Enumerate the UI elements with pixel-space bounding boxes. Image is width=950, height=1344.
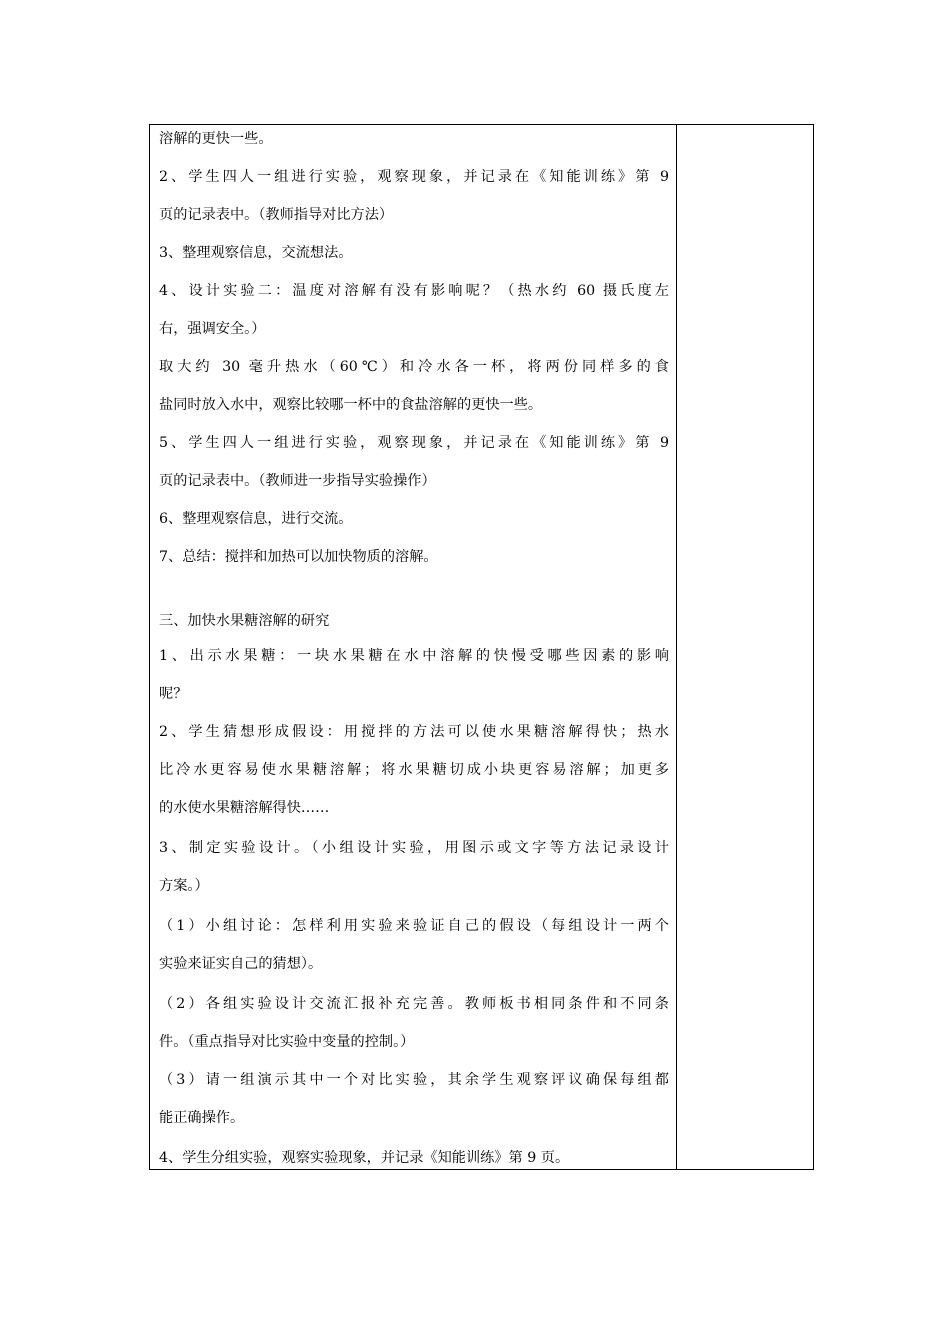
text-line: 5、学生四人一组进行实验，观察现象，并记录在《知能训练》第 9 — [159, 435, 669, 451]
notes-cell — [677, 125, 813, 1169]
section-heading: 三、加快水果糖溶解的研究 — [159, 613, 330, 629]
text-line: 的水使水果糖溶解得快…… — [159, 800, 330, 816]
lesson-content-cell — [150, 125, 676, 1169]
text-line: 2、学生四人一组进行实验，观察现象，并记录在《知能训练》第 9 — [159, 169, 669, 185]
text-line: 6、整理观察信息，进行交流。 — [159, 511, 353, 527]
text-line: 溶解的更快一些。 — [159, 131, 273, 147]
text-line: （1）小组讨论：怎样利用实验来验证自己的假设（每组设计一两个 — [159, 918, 669, 934]
text-line: 4、设计实验二：温度对溶解有没有影响呢？（热水约 60 摄氏度左 — [159, 283, 669, 299]
lesson-table — [149, 124, 814, 1170]
text-line: 7、总结：搅拌和加热可以加快物质的溶解。 — [159, 549, 438, 565]
text-line: 2、学生猜想形成假设：用搅拌的方法可以使水果糖溶解得快；热水 — [159, 724, 669, 740]
text-line: 右，强调安全。） — [159, 321, 266, 337]
text-line: 能正确操作。 — [159, 1110, 245, 1126]
text-line: 件。（重点指导对比实验中变量的控制。） — [159, 1034, 415, 1050]
text-line: 4、学生分组实验，观察实验现象，并记录《知能训练》第 9 页。 — [159, 1150, 570, 1166]
text-line: （3）请一组演示其中一个对比实验，其余学生观察评议确保每组都 — [159, 1072, 669, 1088]
text-line: 3、制定实验设计。（小组设计实验，用图示或文字等方法记录设计 — [159, 840, 669, 856]
text-line: 1、出示水果糖：一块水果糖在水中溶解的快慢受哪些因素的影响 — [159, 648, 669, 664]
text-line: （2）各组实验设计交流汇报补充完善。教师板书相同条件和不同条 — [159, 996, 669, 1012]
text-line: 盐同时放入水中，观察比较哪一杯中的食盐溶解的更快一些。 — [159, 397, 543, 413]
text-line: 呢？ — [159, 686, 188, 702]
text-line: 实验来证实自己的猜想）。 — [159, 956, 323, 972]
text-line: 方案。） — [159, 878, 209, 894]
text-line: 比冷水更容易使水果糖溶解；将水果糖切成小块更容易溶解；加更多 — [159, 762, 669, 778]
text-line: 页的记录表中。（教师指导对比方法） — [159, 207, 394, 223]
text-line: 页的记录表中。（教师进一步指导实验操作） — [159, 473, 436, 489]
text-line: 取大约 30 毫升热水（60℃）和冷水各一杯，将两份同样多的食 — [159, 359, 669, 375]
text-line: 3、整理观察信息，交流想法。 — [159, 245, 353, 261]
